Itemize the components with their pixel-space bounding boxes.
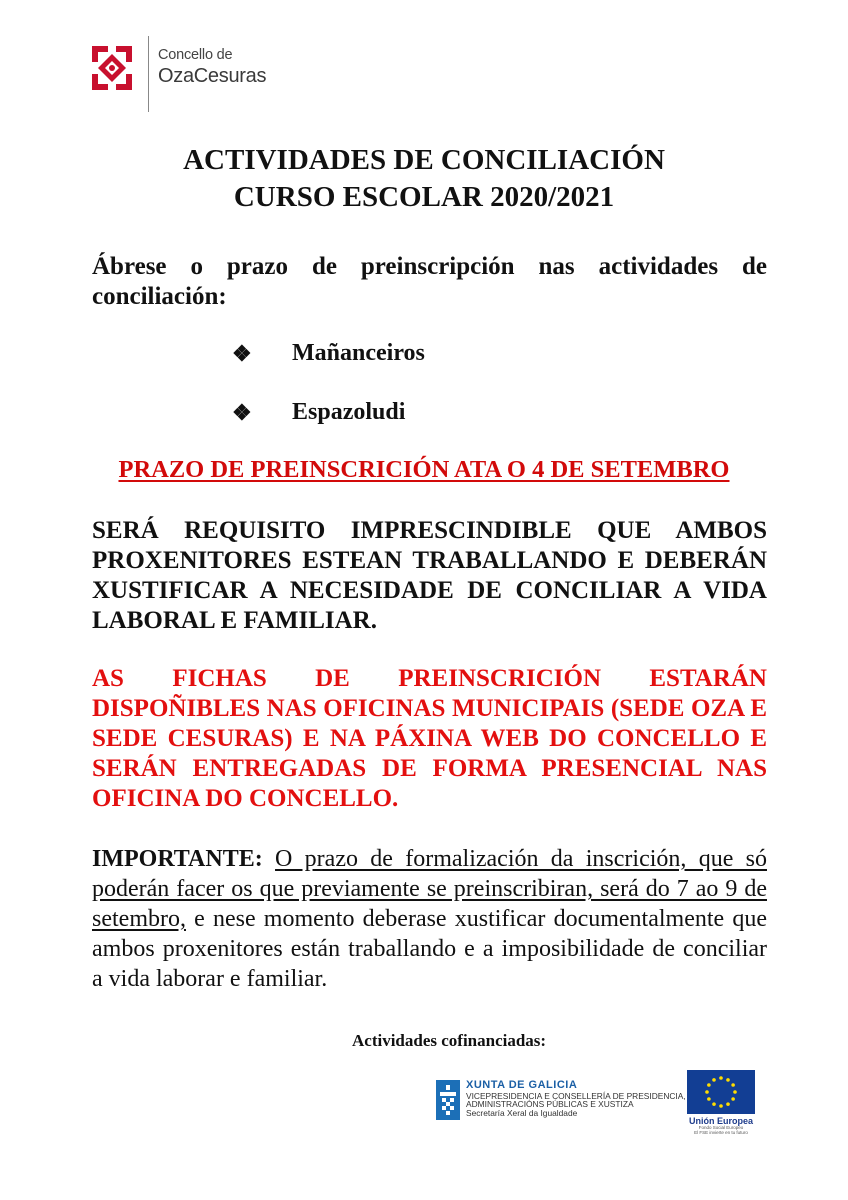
eu-star: [705, 1090, 709, 1094]
list-item: [232, 340, 425, 367]
eu-star: [726, 1078, 730, 1082]
eu-line-2: El FSE invierte en tu futuro: [694, 1129, 748, 1135]
eu-line-1: Fondo Social Europeo: [698, 1125, 744, 1130]
important-rest: e nese momento deberase xustificar documentalmente que ambos proxenitores están traballando e a imposibilidade de conciliar a vida laborar e familiar.: [92, 906, 767, 992]
eu-logo: [685, 1070, 757, 1136]
deadline-notice: [0, 456, 848, 484]
cofinanced-label: Actividades cofinanciadas:: [352, 1031, 547, 1050]
xunta-line-2: ADMINISTRACIÓNS PÚBLICAS E XUSTIZA: [466, 1099, 634, 1110]
xunta-emblem-icon: [436, 1080, 460, 1120]
xunta-logo: [436, 1080, 686, 1120]
title-line-1: ACTIVIDADES DE CONCILIACIÓN: [183, 144, 665, 176]
eu-star: [712, 1078, 716, 1082]
deadline-text: PRAZO DE PREINSCRICIÓN ATA O 4 DE SETEMBRO: [118, 456, 730, 483]
eu-star: [719, 1104, 723, 1108]
eu-star: [707, 1097, 711, 1101]
important-dates: O prazo de formalización da inscrición, que só poderán facer os que previamente se preinscribiran, será do 7 ao 9 de setembro,: [92, 846, 767, 932]
concello-logo: [86, 36, 266, 112]
logo-line-2: OzaCesuras: [158, 64, 267, 87]
concello-emblem-icon: [86, 42, 138, 94]
xunta-name: XUNTA DE GALICIA: [466, 1079, 578, 1091]
eu-star: [731, 1097, 735, 1101]
list-item-label: Espazoludi: [292, 399, 406, 425]
page-title: [0, 142, 848, 216]
eu-star: [733, 1090, 737, 1094]
xunta-line-3: Secretaría Xeral da Igualdade: [466, 1108, 578, 1119]
title-line-2: CURSO ESCOLAR 2020/2021: [233, 181, 615, 213]
list-item: [232, 399, 405, 426]
logo-line-1: Concello de: [158, 47, 233, 63]
requirement-paragraph: SERÁ REQUISITO IMPRESCINDIBLE QUE AMBOS PROXENITORES ESTEAN TRABALLANDO E DEBERÁN XUSTIFICAR A NECESIDADE DE CONCILIAR A VIDA LABORAL E FAMILIAR.: [92, 517, 767, 634]
important-paragraph: [92, 844, 767, 994]
xunta-text: [466, 1080, 686, 1118]
logo-text: [158, 48, 266, 86]
logo-divider: [148, 36, 149, 112]
important-label: IMPORTANTE:: [92, 846, 263, 872]
eu-star: [731, 1083, 735, 1087]
diamond-bullet-icon: ❖: [232, 399, 252, 425]
diamond-bullet-icon: ❖: [232, 340, 252, 366]
intro-paragraph: Ábrese o prazo de preinscripción nas actividades de conciliación:: [92, 253, 767, 310]
xunta-line-1: VICEPRESIDENCIA E CONSELLERÍA DE PRESIDENCIA,: [466, 1090, 686, 1101]
forms-paragraph: AS FICHAS DE PREINSCRICIÓN ESTARÁN DISPOÑIBLES NAS OFICINAS MUNICIPAIS (SEDE OZA E SEDE CESURAS) E NA PÁXINA WEB DO CONCELLO E SERÁN ENTREGADAS DE FORMA PRESENCIAL NAS OFICINA DO CONCELLO.: [92, 665, 767, 812]
eu-name: Unión Europea: [688, 1116, 753, 1126]
eu-star: [726, 1102, 730, 1106]
eu-star: [719, 1076, 723, 1080]
eu-star: [712, 1102, 716, 1106]
eu-star: [707, 1083, 711, 1087]
eu-flag-icon: [687, 1070, 755, 1114]
list-item-label: Mañanceiros: [292, 340, 425, 366]
